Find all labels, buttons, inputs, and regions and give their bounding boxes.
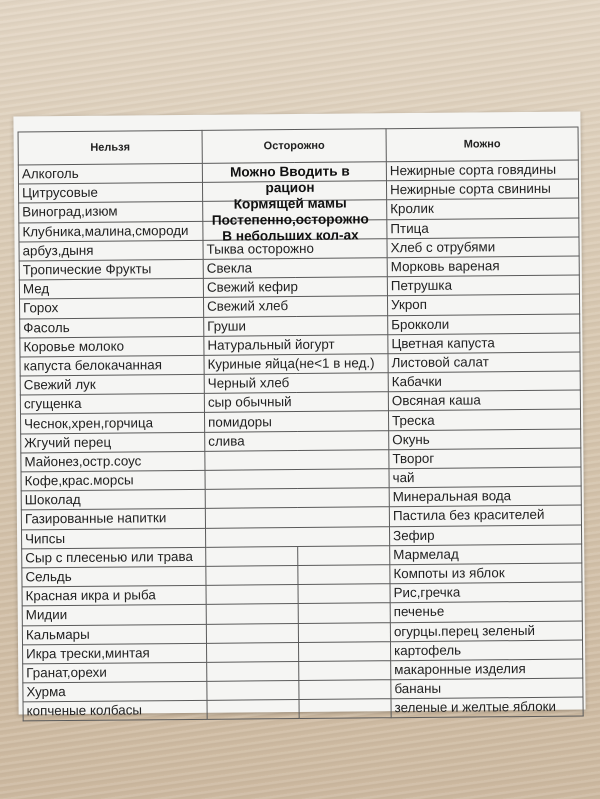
cell-yes: Компоты из яблок xyxy=(390,563,582,584)
cell-no: Майонез,остр.соус xyxy=(21,451,205,472)
cell-caution xyxy=(205,526,389,547)
note-line: рацион xyxy=(265,179,315,196)
cell-yes: Цветная капуста xyxy=(388,333,580,354)
cell-caution: Тыква осторожно xyxy=(203,238,387,259)
cell-caution xyxy=(205,507,389,528)
cell-yes: Окунь xyxy=(389,429,581,450)
note-line: В небольших кол-ах xyxy=(222,227,359,244)
cell-yes: Листовой салат xyxy=(388,352,580,373)
cell-caution-a xyxy=(207,642,299,662)
cell-caution: Куриные яйца(не<1 в нед.) xyxy=(204,354,388,375)
cell-yes: Птица xyxy=(387,218,579,239)
header-caution: Осторожно xyxy=(202,129,386,164)
cell-no: Тропические Фрукты xyxy=(19,259,203,280)
cell-yes: Петрушка xyxy=(387,275,579,296)
cell-caution-b xyxy=(299,661,391,681)
cell-yes: Морковь вареная xyxy=(387,256,579,277)
cell-caution-b xyxy=(299,641,391,661)
cell-caution-b xyxy=(299,699,391,719)
cell-no: Сыр с плесенью или трава xyxy=(22,547,206,568)
cell-no: Гранат,орехи xyxy=(23,662,207,683)
cell-yes: Нежирные сорта говядины xyxy=(386,160,578,181)
cell-caution: помидоры xyxy=(204,411,388,432)
cell-yes: Мармелад xyxy=(390,544,582,565)
cell-no: Кофе,крас.морсы xyxy=(21,470,205,491)
cell-yes: Творог xyxy=(389,448,581,469)
cell-caution: Свекла xyxy=(203,258,387,279)
table-body xyxy=(18,160,583,721)
header-yes: Можно xyxy=(386,127,578,162)
note-line: Постепенно,осторожно xyxy=(211,211,369,228)
cell-caution: Свежий хлеб xyxy=(203,296,387,317)
cell-no: Виноград,изюм xyxy=(19,202,203,223)
cell-yes: чай xyxy=(389,467,581,488)
cell-caution: слива xyxy=(205,430,389,451)
cell-yes: печенье xyxy=(390,601,582,622)
cell-caution-b xyxy=(298,565,390,585)
cell-no: Мидии xyxy=(22,605,206,626)
cell-caution xyxy=(205,488,389,509)
cell-caution: Черный хлеб xyxy=(204,373,388,394)
cell-yes: Кролик xyxy=(387,198,579,219)
cell-caution-a xyxy=(207,700,299,720)
cell-no: Шоколад xyxy=(21,490,205,511)
cell-caution-a xyxy=(206,565,298,585)
cell-yes: Кабачки xyxy=(388,371,580,392)
table-header-row xyxy=(18,127,578,165)
cell-no: Жгучий перец xyxy=(21,432,205,453)
cell-caution-b xyxy=(299,680,391,700)
cell-yes: Пастила без красителей xyxy=(389,505,581,526)
cell-no: Газированные напитки xyxy=(21,509,205,530)
cell-no: Коровье молоко xyxy=(20,336,204,357)
cell-yes: Минеральная вода xyxy=(389,486,581,507)
cell-yes: зеленые и желтые яблоки xyxy=(391,697,583,718)
cell-no: Чеснок,хрен,горчица xyxy=(21,413,205,434)
cell-no: Икра трески,минтая xyxy=(23,643,207,664)
note-line: Кормящей мамы xyxy=(233,195,347,212)
cell-no: Свежий лук xyxy=(20,374,204,395)
cell-yes: макаронные изделия xyxy=(391,659,583,680)
cell-yes: Треска xyxy=(388,409,580,430)
cell-no: Цитрусовые xyxy=(18,183,202,204)
cell-no: копченые колбасы xyxy=(23,701,207,722)
cell-yes: Овсяная каша xyxy=(388,390,580,411)
cell-yes: Хлеб с отрубями xyxy=(387,237,579,258)
cell-no: Горох xyxy=(19,298,203,319)
cell-caution-a xyxy=(206,604,298,624)
cell-caution: Натуральный йогурт xyxy=(204,334,388,355)
note-line: Можно Вводить в xyxy=(230,163,350,180)
cell-no: Кальмары xyxy=(22,624,206,645)
cell-caution-b xyxy=(298,603,390,623)
cell-no: Алкоголь xyxy=(18,163,202,184)
cell-caution-b xyxy=(298,622,390,642)
cell-caution: Свежий кефир xyxy=(203,277,387,298)
paper-sheet xyxy=(13,112,585,719)
caution-note xyxy=(200,163,381,245)
cell-no: Фасоль xyxy=(20,317,204,338)
cell-caution: Груши xyxy=(204,315,388,336)
cell-no: Мед xyxy=(19,278,203,299)
cell-caution-b xyxy=(298,584,390,604)
header-no: Нельзя xyxy=(18,130,202,165)
cell-caution xyxy=(205,469,389,490)
cell-yes: Рис,гречка xyxy=(390,582,582,603)
cell-no: арбуз,дыня xyxy=(19,240,203,261)
cell-caution: сыр обычный xyxy=(204,392,388,413)
cell-yes: Нежирные сорта свинины xyxy=(386,179,578,200)
cell-caution-a xyxy=(206,585,298,605)
cell-no: Хурма xyxy=(23,681,207,702)
cell-no: сгущенка xyxy=(20,394,204,415)
cell-no: Сельдь xyxy=(22,566,206,587)
cell-no: Красная икра и рыба xyxy=(22,585,206,606)
cell-yes: Зефир xyxy=(389,525,581,546)
cell-no: капуста белокачанная xyxy=(20,355,204,376)
cell-yes: Укроп xyxy=(387,294,579,315)
cell-caution-a xyxy=(207,661,299,681)
cell-caution-a xyxy=(206,623,298,643)
cell-caution-b xyxy=(298,545,390,565)
cell-yes: картофель xyxy=(390,640,582,661)
cell-yes: огурцы.перец зеленый xyxy=(390,621,582,642)
cell-caution xyxy=(205,450,389,471)
cell-no: Чипсы xyxy=(22,528,206,549)
cell-caution-a xyxy=(207,681,299,701)
cell-caution-a xyxy=(206,546,298,566)
cell-no: Клубника,малина,смороди xyxy=(19,221,203,242)
table-row xyxy=(23,697,583,721)
cell-yes: Брокколи xyxy=(388,314,580,335)
cell-yes: бананы xyxy=(391,678,583,699)
